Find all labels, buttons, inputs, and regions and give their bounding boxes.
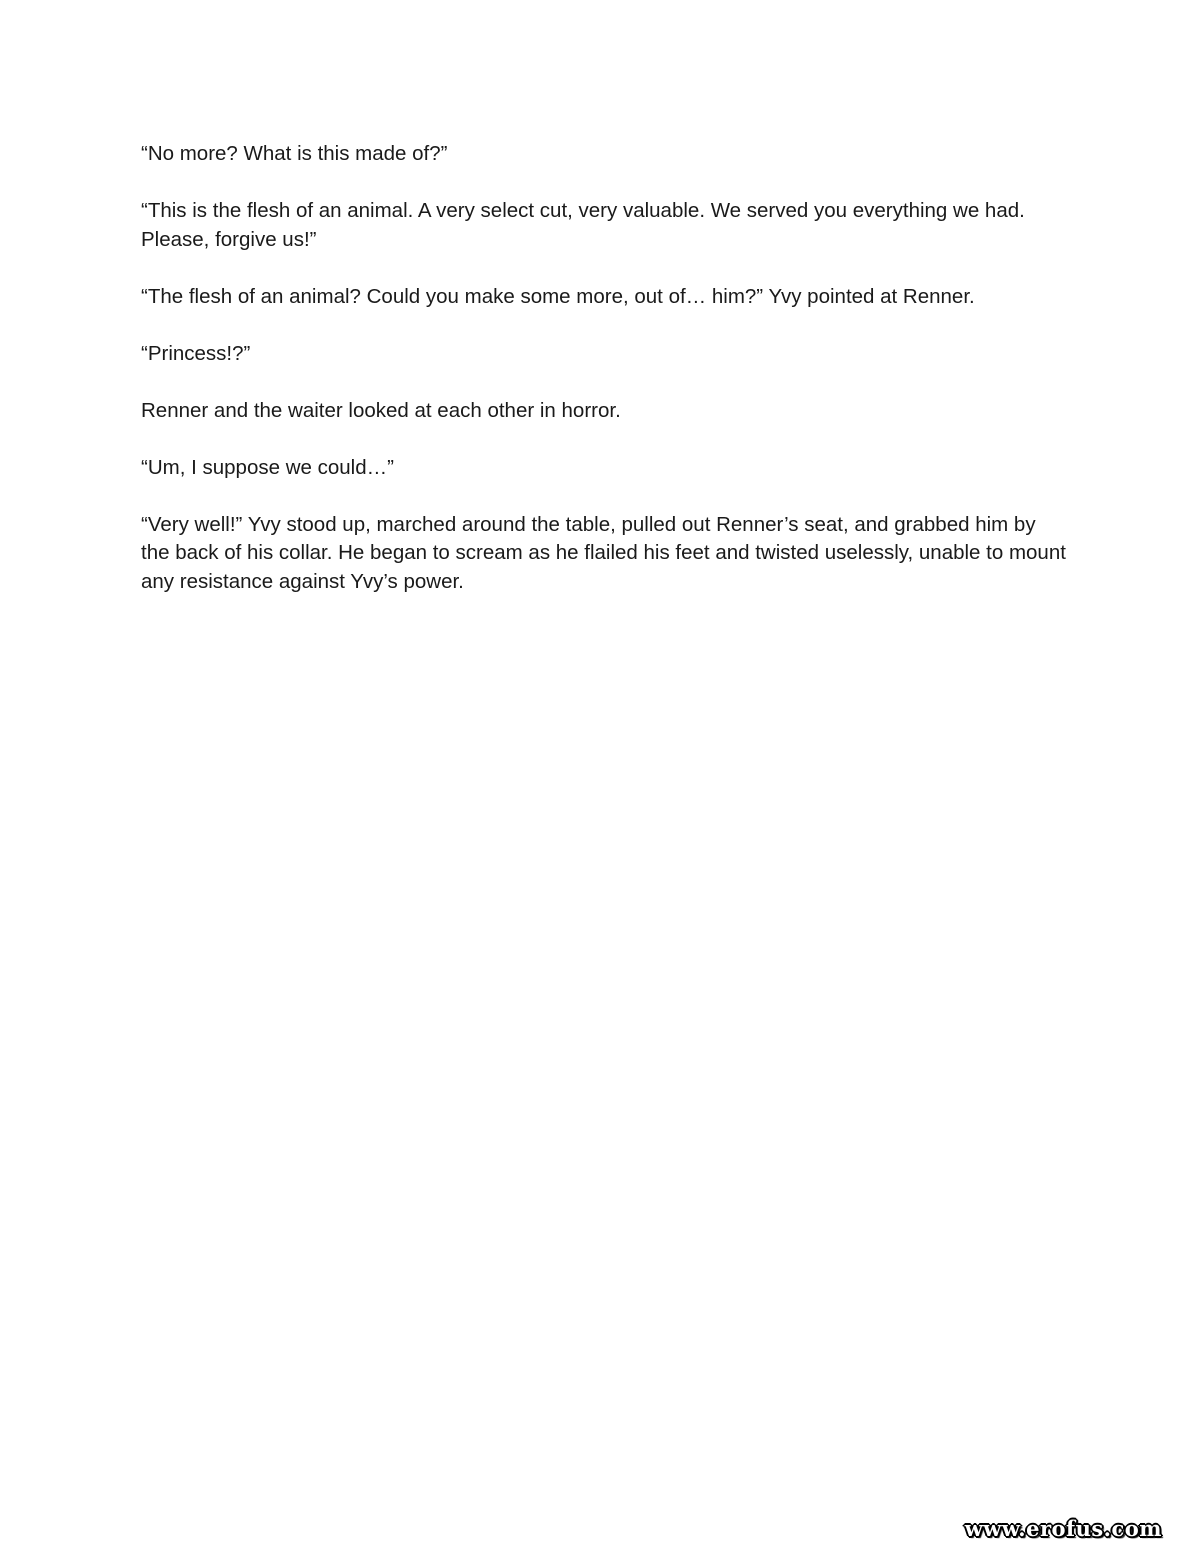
paragraph: Renner and the waiter looked at each other in horror. — [141, 398, 621, 422]
paragraph: “Um, I suppose we could…” — [141, 455, 394, 479]
paragraph: “The flesh of an animal? Could you make some more, out of… him?” Yvy pointed at Renner. — [141, 284, 975, 308]
document-body — [141, 140, 1066, 625]
paragraph: “This is the flesh of an animal. A very select cut, very valuable. We served you everything we had. Please, forgive us!” — [141, 199, 1025, 251]
paragraph: “No more? What is this made of?” — [141, 142, 448, 165]
watermark: www.erofus.com — [964, 1516, 1162, 1541]
paragraph: “Princess!?” — [141, 341, 251, 365]
paragraph: “Very well!” Yvy stood up, marched around the table, pulled out Renner’s seat, and grabbed him by the back of his collar. He began to scream as he flailed his feet and twisted uselessly, unable to mount any resistance against Yvy’s power. — [141, 512, 1066, 593]
